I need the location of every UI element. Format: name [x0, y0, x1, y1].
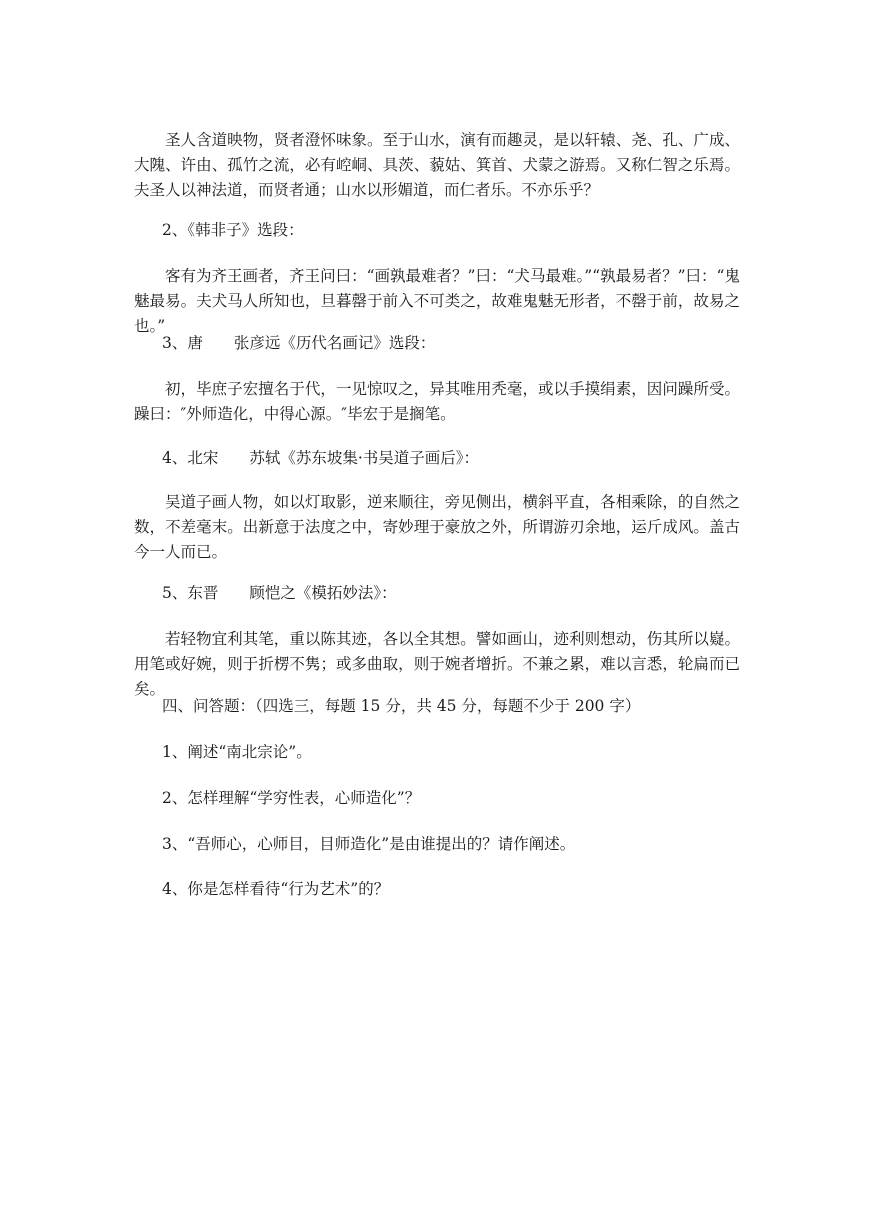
paragraph-zongbing-excerpt: 圣人含道映物，贤者澄怀味象。至于山水，演有而趣灵，是以轩辕、尧、孔、广成、大隗、许由、孤竹之流，必有崆峒、具茨、藐姑、箕首、犬蒙之游焉。又称仁智之乐焉。夫圣人以神法道，而贤者通；山水以形媚道，而仁者乐。不亦乐乎？: [134, 131, 740, 199]
question-item: 2、怎样理解“学穷性表，心师造化”？: [162, 789, 421, 807]
question-item: 3、“吾师心，心师目，目师造化”是由谁提出的？请作阐述。: [162, 835, 576, 853]
paragraph-gu-kaizhi-excerpt: 若轻物宜利其笔，重以陈其迹，各以全其想。譬如画山，迹利则想动，伤其所以嶷。用笔或好婉，则于折楞不隽；或多曲取，则于婉者增折。不兼之累，难以言悉，轮扁而已矣。: [134, 630, 740, 698]
paragraph-su-dongpo-excerpt: 吴道子画人物，如以灯取影，逆来顺往，旁见侧出，横斜平直，各相乘除，的自然之数，不差毫末。出新意于法度之中，寄妙理于豪放之外，所谓游刃余地，运斤成风。盖古今一人而已。: [134, 493, 740, 561]
question-item: 1、阐述“南北宗论”。: [162, 743, 312, 761]
paragraph-hanfeizi-excerpt: 客有为齐王画者，齐王问曰：“画孰最难者？”曰：“犬马最难。”“孰最易者？”曰：“鬼魅最易。夫犬马人所知也，旦暮罄于前入不可类之，故难鬼魅无形者，不罄于前，故易之也。”: [134, 267, 740, 335]
heading-su-dongpo: 4、北宋 苏轼《苏东坡集·书吴道子画后》：: [162, 449, 480, 467]
heading-hanfeizi: 2、《韩非子》选段：: [162, 221, 304, 239]
heading-gu-kaizhi: 5、东晋 顾恺之《模拓妙法》：: [162, 584, 397, 602]
heading-lidai-minghua-ji: 3、唐 张彦远《历代名画记》选段：: [162, 334, 436, 352]
question-item: 4、你是怎样看待“行为艺术”的？: [162, 880, 390, 898]
section-heading-essay-questions: 四、问答题：（四选三，每题 15 分，共 45 分，每题不少于 200 字）: [162, 697, 641, 715]
paragraph-lidai-minghua-ji-excerpt: 初，毕庶子宏擅名于代，一见惊叹之，异其唯用秃毫，或以手摸绢素，因问躁所受。躁曰：″外师造化，中得心源。″毕宏于是搁笔。: [134, 380, 740, 423]
